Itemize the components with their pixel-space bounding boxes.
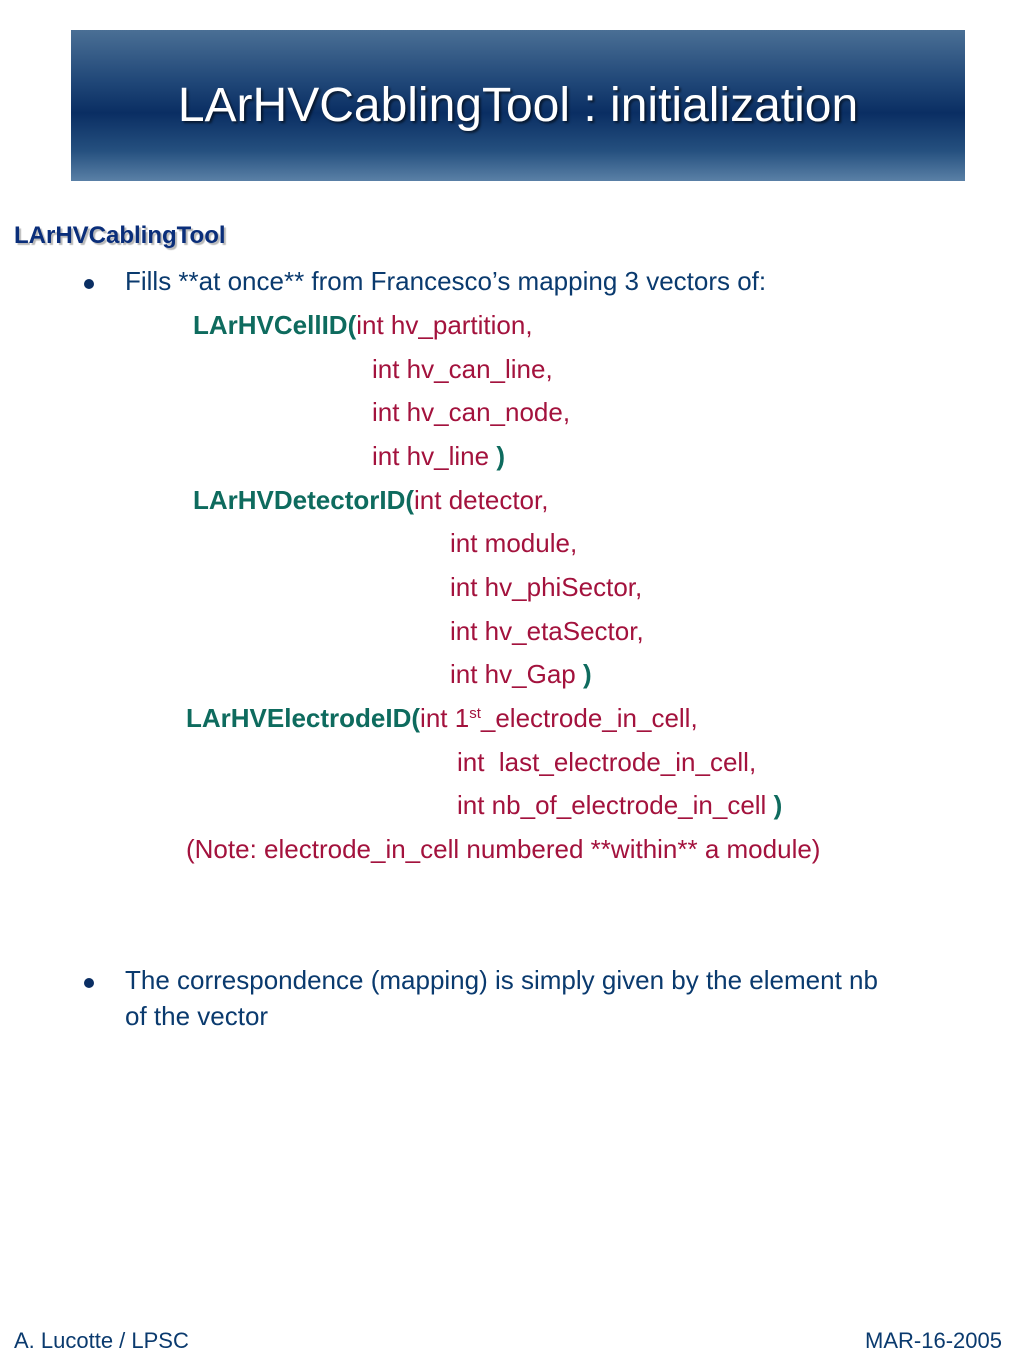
cell-id-param: int hv_line bbox=[372, 441, 497, 471]
cell-id-param: int hv_can_node, bbox=[372, 397, 571, 427]
electrode-id-name: LArHVElectrodeID( bbox=[186, 703, 421, 733]
cell-id-line-4 bbox=[372, 441, 505, 471]
detector-id-param: int module, bbox=[450, 528, 578, 558]
cell-id-param: int hv_partition, bbox=[356, 310, 533, 340]
detector-id-param: int hv_Gap bbox=[450, 659, 583, 689]
electrode-id-param-post: _electrode_in_cell, bbox=[480, 703, 698, 733]
note-text: (Note: electrode_in_cell numbered **within** a module) bbox=[186, 834, 821, 864]
title-banner bbox=[71, 30, 965, 181]
cell-id-name: LArHVCellID( bbox=[193, 310, 357, 340]
electrode-id-line-3 bbox=[457, 790, 782, 820]
footer-date: MAR-16-2005 bbox=[865, 1328, 1002, 1353]
cell-id-param: int hv_can_line, bbox=[372, 354, 553, 384]
slide-title: LArHVCablingTool : initialization bbox=[177, 79, 859, 132]
electrode-id-param-sup: st bbox=[469, 705, 481, 722]
detector-id-name: LArHVDetectorID( bbox=[193, 485, 415, 515]
cell-id-close-paren: ) bbox=[496, 441, 505, 471]
detector-id-param: int hv_phiSector, bbox=[450, 572, 643, 602]
detector-id-param: int hv_etaSector, bbox=[450, 616, 644, 646]
electrode-id-param: int nb_of_electrode_in_cell bbox=[457, 790, 774, 820]
detector-id-line-1 bbox=[193, 485, 548, 515]
electrode-id-close-paren: ) bbox=[773, 790, 783, 820]
detector-id-close-paren: ) bbox=[582, 659, 592, 689]
bullet-2-line-2: of the vector bbox=[125, 1001, 269, 1031]
section-heading: LArHVCablingTool bbox=[14, 222, 226, 249]
detector-id-line-5 bbox=[450, 659, 592, 689]
bullet-dot-1 bbox=[84, 279, 94, 289]
detector-id-param: int detector, bbox=[414, 485, 549, 515]
electrode-id-param: int last_electrode_in_cell, bbox=[457, 747, 757, 777]
electrode-id-line-1 bbox=[186, 703, 698, 733]
footer-author: A. Lucotte / LPSC bbox=[14, 1328, 189, 1353]
cell-id-line-1 bbox=[193, 310, 533, 340]
bullet-1-text: Fills **at once** from Francesco’s mapping 3 vectors of: bbox=[125, 266, 767, 296]
electrode-id-param-pre: int 1 bbox=[420, 703, 470, 733]
bullet-dot-2 bbox=[84, 978, 94, 988]
bullet-2-line-1: The correspondence (mapping) is simply given by the element nb bbox=[125, 965, 878, 995]
electrode-id-param bbox=[420, 703, 698, 733]
